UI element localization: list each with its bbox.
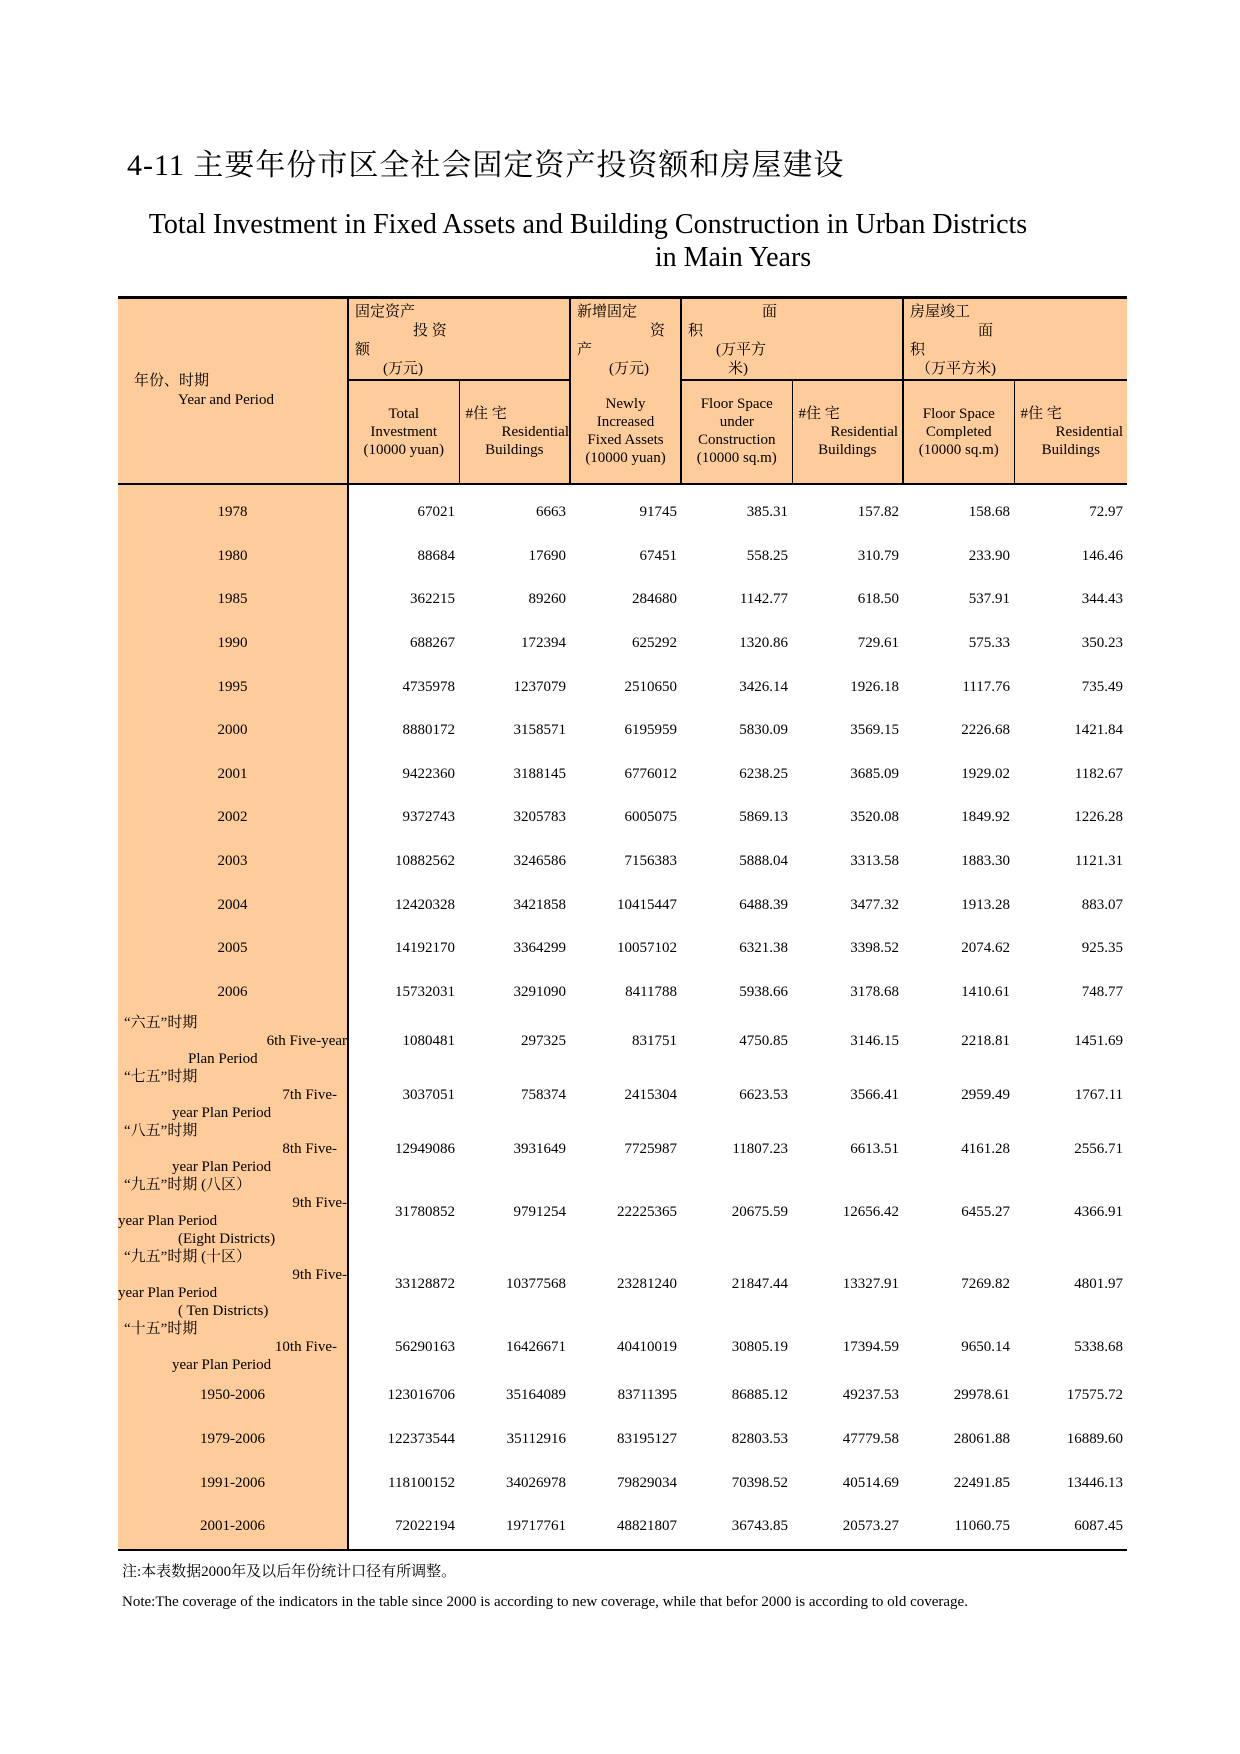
spacer-cell (903, 484, 1014, 491)
row-label: 2003 (118, 840, 348, 884)
cell-residential-under-construction: 17394.59 (842, 1338, 900, 1355)
period-label-cn: “七五”时期 (124, 1069, 198, 1086)
table-row-period (118, 1176, 1127, 1248)
new-cn-unit: (万元) (609, 361, 650, 377)
cell-residential-completed: 72.97 (1089, 504, 1124, 521)
col-floor-under-construction (681, 380, 792, 484)
cell-residential-completed: 748.77 (1081, 983, 1124, 1000)
col-res1-l2: Residential (501, 424, 570, 440)
cell-total-investment: 123016706 (348, 1374, 459, 1418)
cell-residential-completed: 13446.13 (1066, 1474, 1124, 1491)
year-header-en: Year and Period (178, 392, 274, 408)
cell-floor-under-construction: 385.31 (746, 504, 789, 521)
cell-residential-under-construction: 729.61 (857, 635, 900, 652)
page-title-cn: 4-11 主要年份市区全社会固定资产投资额和房屋建设 (127, 149, 845, 182)
row-label: 2002 (118, 796, 348, 840)
range-label: 1950-2006 (118, 1374, 348, 1418)
col-new-l3: Fixed Assets (587, 432, 664, 448)
cell-floor-under-construction: 558.25 (746, 547, 789, 564)
cell-floor-completed: 233.90 (968, 547, 1011, 564)
col-newly-increased (570, 380, 681, 484)
new-cn-a: 新增固定 (577, 304, 638, 320)
col-residential-1 (459, 380, 570, 484)
cell-newly-increased-assets: 23281240 (617, 1275, 678, 1292)
period-label-en-a: 10th Five- (274, 1339, 337, 1356)
row-label: 2000 (118, 709, 348, 753)
cell-floor-under-construction: 5830.09 (739, 722, 789, 739)
table-row-period (118, 1014, 1127, 1068)
table-row (118, 971, 1127, 1015)
period-label (118, 1248, 348, 1320)
cell-newly-increased-assets: 8411788 (625, 983, 678, 1000)
row-label: 2005 (118, 927, 348, 971)
cell-residential-investment: 17690 (528, 547, 567, 564)
floor-cn-b: 积 (688, 323, 704, 339)
cell-residential-completed: 1421.84 (1074, 722, 1124, 739)
cell-residential-completed: 2556.71 (1074, 1140, 1124, 1157)
period-label (118, 1014, 348, 1068)
cell-total-investment: 122373544 (348, 1418, 459, 1462)
col-floor-l3: Construction (698, 432, 776, 448)
cell-total-investment: 1080481 (348, 1014, 459, 1068)
cell-floor-completed: 575.33 (968, 635, 1011, 652)
year-header-cn: 年份、时期 (134, 373, 210, 389)
period-label-en-b: year Plan Period (118, 1213, 218, 1230)
table-row (118, 622, 1127, 666)
cell-floor-under-construction: 36743.85 (681, 1505, 792, 1550)
cell-floor-completed: 9650.14 (961, 1338, 1011, 1355)
cell-residential-completed: 5338.68 (1074, 1338, 1124, 1355)
cell-total-investment: 15732031 (348, 971, 459, 1015)
cell-total-investment: 12420328 (348, 883, 459, 927)
cell-floor-under-construction: 1142.77 (739, 591, 789, 608)
period-label-cn: “六五”时期 (124, 1015, 198, 1032)
note-cn: 注:本表数据2000年及以后年份统计口径有所调整。 (122, 1564, 457, 1580)
new-cn-b: 资 (650, 323, 666, 339)
row-label: 1990 (118, 622, 348, 666)
cell-total-investment: 56290163 (348, 1320, 459, 1374)
cell-floor-under-construction: 4750.85 (739, 1032, 789, 1049)
cell-floor-under-construction: 21847.44 (731, 1275, 789, 1292)
fixed-cn-a: 固定资产 (355, 304, 416, 320)
range-label: 1991-2006 (118, 1461, 348, 1505)
cell-floor-under-construction: 5888.04 (739, 853, 789, 870)
cell-residential-completed: 344.43 (1081, 591, 1124, 608)
period-label-cn: “九五”时期 (八区） (124, 1177, 252, 1194)
col-comp-l3: (10000 sq.m) (918, 442, 999, 458)
cell-residential-investment: 758374 (521, 1086, 567, 1103)
floor-cn-unit-a: (万平方 (716, 342, 767, 358)
row-label: 2006 (118, 971, 348, 1015)
table-row-period (118, 1068, 1127, 1122)
cell-residential-investment: 34026978 (506, 1474, 567, 1491)
floor-cn-unit-b: 米) (728, 361, 749, 377)
cell-residential-under-construction: 6613.51 (850, 1140, 900, 1157)
cell-newly-increased-assets: 6005075 (624, 809, 678, 826)
cell-residential-under-construction: 47779.58 (842, 1431, 900, 1448)
period-label (118, 1320, 348, 1374)
cell-total-investment: 8880172 (348, 709, 459, 753)
cell-newly-increased-assets: 83195127 (617, 1431, 678, 1448)
cell-floor-completed: 2959.49 (961, 1086, 1011, 1103)
spacer-cell (459, 484, 570, 491)
cell-total-investment: 12949086 (348, 1122, 459, 1176)
period-label-cn: “八五”时期 (124, 1123, 198, 1140)
cell-newly-increased-assets: 7725987 (624, 1140, 678, 1157)
cell-floor-under-construction: 6321.38 (739, 940, 789, 957)
cell-residential-investment: 35112916 (506, 1431, 567, 1448)
comp-cn-a: 房屋竣工 (910, 304, 971, 320)
period-label-en-b: year Plan Period (172, 1105, 272, 1122)
table-row-total (118, 1418, 1127, 1462)
fixed-investment-header-cn (348, 298, 570, 381)
cell-newly-increased-assets: 284680 (632, 591, 678, 608)
cell-total-investment: 88684 (348, 535, 459, 579)
spacer-cell (792, 484, 903, 491)
cell-floor-under-construction: 5938.66 (739, 983, 789, 1000)
cell-newly-increased-assets: 79829034 (617, 1474, 678, 1491)
cell-floor-completed: 29978.61 (953, 1387, 1011, 1404)
cell-newly-increased-assets: 2510650 (624, 678, 678, 695)
statistics-table (118, 296, 1127, 1551)
cell-residential-under-construction: 310.79 (857, 547, 900, 564)
cell-newly-increased-assets: 22225365 (617, 1203, 678, 1220)
cell-floor-completed: 2074.62 (961, 940, 1011, 957)
cell-residential-completed: 6087.45 (1014, 1505, 1127, 1550)
cell-residential-under-construction: 3477.32 (850, 896, 900, 913)
fixed-cn-c: 额 (355, 342, 371, 358)
cell-residential-investment: 3291090 (513, 983, 567, 1000)
col-new-l2: Increased (596, 414, 655, 430)
col-res3-l3: Buildings (1041, 442, 1100, 458)
table-row (118, 709, 1127, 753)
cell-total-investment: 67021 (348, 491, 459, 535)
spacer-label (118, 484, 348, 491)
cell-floor-completed: 1883.30 (961, 853, 1011, 870)
col-residential-3 (1014, 380, 1127, 484)
cell-floor-completed: 2218.81 (961, 1032, 1011, 1049)
cell-newly-increased-assets: 10057102 (617, 940, 678, 957)
col-res1-l1: #住 宅 (465, 406, 507, 422)
cell-residential-under-construction: 3566.41 (850, 1086, 900, 1103)
col-res2-l3: Buildings (818, 442, 877, 458)
cell-residential-investment: 19717761 (459, 1505, 570, 1550)
cell-residential-under-construction: 1926.18 (850, 678, 900, 695)
cell-newly-increased-assets: 831751 (632, 1032, 678, 1049)
cell-newly-increased-assets: 91745 (639, 504, 678, 521)
row-label: 1995 (118, 665, 348, 709)
period-label-en-c: (Eight Districts) (178, 1231, 276, 1248)
period-label-en-a: 9th Five- (292, 1267, 347, 1284)
cell-newly-increased-assets: 7156383 (624, 853, 678, 870)
table-row (118, 840, 1127, 884)
new-assets-header-cn (570, 298, 681, 381)
period-label-en-b: Plan Period (188, 1051, 258, 1068)
col-res3-l1: #住 宅 (1020, 406, 1062, 422)
cell-total-investment: 118100152 (348, 1461, 459, 1505)
table-row-period (118, 1320, 1127, 1374)
cell-residential-under-construction: 20573.27 (792, 1505, 903, 1550)
period-label-en-b: year Plan Period (118, 1285, 218, 1302)
period-label-en-a: 7th Five- (282, 1087, 337, 1104)
table-row (118, 796, 1127, 840)
cell-residential-investment: 10377568 (506, 1275, 567, 1292)
cell-residential-investment: 3158571 (513, 722, 567, 739)
col-floor-completed (903, 380, 1014, 484)
new-cn-c: 产 (577, 342, 593, 358)
cell-floor-under-construction: 6488.39 (739, 896, 789, 913)
cell-floor-under-construction: 1320.86 (739, 635, 789, 652)
cell-total-investment: 14192170 (348, 927, 459, 971)
cell-residential-investment: 9791254 (513, 1203, 567, 1220)
cell-residential-completed: 1767.11 (1074, 1086, 1124, 1103)
table-row (118, 753, 1127, 797)
cell-residential-completed: 146.46 (1081, 547, 1124, 564)
cell-residential-completed: 4366.91 (1074, 1203, 1124, 1220)
notes (122, 1557, 968, 1617)
cell-total-investment: 4735978 (348, 665, 459, 709)
cell-newly-increased-assets: 6195959 (624, 722, 678, 739)
page-title-en (123, 208, 1053, 274)
cell-floor-under-construction: 6238.25 (739, 765, 789, 782)
cell-residential-under-construction: 3178.68 (850, 983, 900, 1000)
col-total-investment (348, 380, 459, 484)
spacer-cell (348, 484, 459, 491)
cell-floor-completed: 1849.92 (961, 809, 1011, 826)
cell-residential-completed: 16889.60 (1066, 1431, 1124, 1448)
cell-floor-under-construction: 86885.12 (731, 1387, 789, 1404)
table-row-period (118, 1248, 1127, 1320)
year-period-header (118, 298, 348, 485)
cell-residential-investment: 172394 (521, 635, 567, 652)
cell-newly-increased-assets: 48821807 (570, 1505, 681, 1550)
col-total-l1: Total (388, 406, 420, 422)
period-label-en-a: 8th Five- (282, 1141, 337, 1158)
col-comp-l1: Floor Space (922, 406, 995, 422)
cell-residential-under-construction: 12656.42 (842, 1203, 900, 1220)
col-new-l4: (10000 yuan) (585, 450, 666, 466)
period-label-en-c: ( Ten Districts) (178, 1303, 269, 1320)
cell-residential-completed: 1121.31 (1074, 853, 1124, 870)
col-comp-l2: Completed (925, 424, 992, 440)
cell-residential-under-construction: 3569.15 (850, 722, 900, 739)
cell-residential-investment: 3931649 (513, 1140, 567, 1157)
period-label-cn: “十五”时期 (124, 1321, 198, 1338)
completed-header-cn (903, 298, 1127, 381)
col-floor-l1: Floor Space (700, 396, 773, 412)
cell-residential-investment: 89260 (528, 591, 567, 608)
cell-residential-investment: 3364299 (513, 940, 567, 957)
cell-total-investment: 10882562 (348, 840, 459, 884)
cell-residential-completed: 4801.97 (1074, 1275, 1124, 1292)
cell-newly-increased-assets: 40410019 (617, 1338, 678, 1355)
cell-total-investment: 9372743 (348, 796, 459, 840)
cell-residential-under-construction: 618.50 (857, 591, 900, 608)
cell-residential-under-construction: 3685.09 (850, 765, 900, 782)
table-row (118, 665, 1127, 709)
cell-floor-completed: 2226.68 (961, 722, 1011, 739)
note-en: Note:The coverage of the indicators in the table since 2000 is according to new coverage, while that befor 2000 is according to old coverage. (122, 1594, 968, 1610)
fixed-cn-b: 投 资 (413, 323, 447, 339)
fixed-cn-unit: (万元) (383, 361, 423, 377)
cell-residential-completed: 883.07 (1081, 896, 1124, 913)
spacer-cell (681, 484, 792, 491)
col-residential-2 (792, 380, 903, 484)
cell-residential-completed: 1182.67 (1074, 765, 1124, 782)
cell-residential-under-construction: 157.82 (857, 504, 900, 521)
cell-residential-completed: 350.23 (1081, 635, 1124, 652)
row-label: 1978 (118, 491, 348, 535)
floor-cn-a: 面 (762, 304, 778, 320)
cell-floor-completed: 28061.88 (953, 1431, 1011, 1448)
table-row-total (118, 1374, 1127, 1418)
row-label: 2001 (118, 753, 348, 797)
cell-residential-completed: 735.49 (1081, 678, 1124, 695)
cell-total-investment: 362215 (348, 578, 459, 622)
col-res1-l3: Buildings (485, 442, 544, 458)
col-res3-l2: Residential (1055, 424, 1124, 440)
cell-floor-under-construction: 20675.59 (731, 1203, 789, 1220)
range-label: 2001-2006 (118, 1505, 348, 1550)
cell-newly-increased-assets: 67451 (639, 547, 678, 564)
cell-newly-increased-assets: 625292 (632, 635, 678, 652)
cell-floor-under-construction: 5869.13 (739, 809, 789, 826)
period-label-en-a: 9th Five- (292, 1195, 347, 1212)
table-row (118, 578, 1127, 622)
cell-newly-increased-assets: 10415447 (617, 896, 678, 913)
period-label (118, 1176, 348, 1248)
spacer-cell (570, 484, 681, 491)
cell-floor-completed: 4161.28 (961, 1140, 1011, 1157)
cell-residential-under-construction: 3398.52 (850, 940, 900, 957)
cell-newly-increased-assets: 83711395 (617, 1387, 678, 1404)
cell-floor-completed: 1913.28 (961, 896, 1011, 913)
cell-floor-under-construction: 11807.23 (732, 1140, 789, 1157)
cell-residential-completed: 17575.72 (1066, 1387, 1124, 1404)
period-label (118, 1122, 348, 1176)
cell-total-investment: 3037051 (348, 1068, 459, 1122)
table-row-period (118, 1122, 1127, 1176)
cell-floor-completed: 7269.82 (961, 1275, 1011, 1292)
period-label-en-b: year Plan Period (172, 1159, 272, 1176)
table-row-total (118, 1505, 1127, 1550)
cell-residential-under-construction: 13327.91 (842, 1275, 900, 1292)
cell-floor-completed: 1117.76 (962, 678, 1011, 695)
cell-residential-completed: 925.35 (1081, 940, 1124, 957)
period-label-cn: “九五”时期 (十区） (124, 1249, 252, 1266)
cell-floor-under-construction: 6623.53 (739, 1086, 789, 1103)
range-label: 1979-2006 (118, 1418, 348, 1462)
col-floor-l4: (10000 sq.m) (696, 450, 777, 466)
cell-floor-under-construction: 70398.52 (731, 1474, 789, 1491)
cell-total-investment: 33128872 (348, 1248, 459, 1320)
cell-residential-investment: 3246586 (513, 853, 567, 870)
cell-floor-under-construction: 3426.14 (739, 678, 789, 695)
col-total-l2: Investment (370, 424, 438, 440)
cell-residential-investment: 6663 (536, 504, 567, 521)
cell-total-investment: 688267 (348, 622, 459, 666)
title-en-line1: Total Investment in Fixed Assets and Building Construction in Urban Districts (148, 209, 1028, 240)
cell-residential-under-construction: 3146.15 (850, 1032, 900, 1049)
comp-cn-b: 面 (978, 323, 994, 339)
col-total-l3: (10000 yuan) (363, 442, 444, 458)
cell-residential-investment: 3205783 (513, 809, 567, 826)
cell-floor-completed: 22491.85 (953, 1474, 1011, 1491)
cell-residential-investment: 3421858 (513, 896, 567, 913)
cell-floor-completed: 537.91 (968, 591, 1011, 608)
cell-floor-completed: 1410.61 (961, 983, 1011, 1000)
cell-floor-completed: 1929.02 (961, 765, 1011, 782)
cell-total-investment: 9422360 (348, 753, 459, 797)
cell-floor-under-construction: 30805.19 (731, 1338, 789, 1355)
row-label: 1985 (118, 578, 348, 622)
period-label-en-b: year Plan Period (172, 1357, 272, 1374)
table-row (118, 491, 1127, 535)
table-row (118, 535, 1127, 579)
comp-cn-c: 积 (910, 342, 926, 358)
table-row-total (118, 1461, 1127, 1505)
cell-total-investment: 31780852 (348, 1176, 459, 1248)
cell-total-investment: 72022194 (348, 1505, 459, 1550)
cell-residential-completed: 1226.28 (1074, 809, 1124, 826)
row-label: 2004 (118, 883, 348, 927)
cell-newly-increased-assets: 6776012 (624, 765, 678, 782)
spacer-row (118, 484, 1127, 491)
period-label-en-a: 6th Five-year (266, 1033, 347, 1050)
cell-floor-under-construction: 82803.53 (731, 1431, 789, 1448)
cell-residential-investment: 35164089 (506, 1387, 567, 1404)
title-en-line2: in Main Years (654, 242, 812, 273)
cell-residential-completed: 1451.69 (1074, 1032, 1124, 1049)
col-floor-l2: under (719, 414, 754, 430)
col-res2-l2: Residential (830, 424, 899, 440)
cell-residential-under-construction: 40514.69 (842, 1474, 900, 1491)
comp-cn-unit: （万平方米) (916, 361, 997, 377)
cell-newly-increased-assets: 2415304 (624, 1086, 678, 1103)
spacer-cell (1014, 484, 1127, 491)
cell-residential-under-construction: 49237.53 (842, 1387, 900, 1404)
period-label (118, 1068, 348, 1122)
cell-floor-completed: 11060.75 (903, 1505, 1014, 1550)
cell-floor-completed: 6455.27 (961, 1203, 1011, 1220)
table-row (118, 883, 1127, 927)
col-res2-l1: #住 宅 (798, 406, 840, 422)
cell-residential-under-construction: 3520.08 (850, 809, 900, 826)
cell-residential-under-construction: 3313.58 (850, 853, 900, 870)
cell-residential-investment: 16426671 (506, 1338, 567, 1355)
cell-residential-investment: 3188145 (513, 765, 567, 782)
cell-floor-completed: 158.68 (968, 504, 1011, 521)
cell-residential-investment: 297325 (521, 1032, 567, 1049)
cell-residential-investment: 1237079 (513, 678, 567, 695)
col-new-l1: Newly (605, 396, 646, 412)
row-label: 1980 (118, 535, 348, 579)
floor-space-header-cn (681, 298, 903, 381)
table-row (118, 927, 1127, 971)
